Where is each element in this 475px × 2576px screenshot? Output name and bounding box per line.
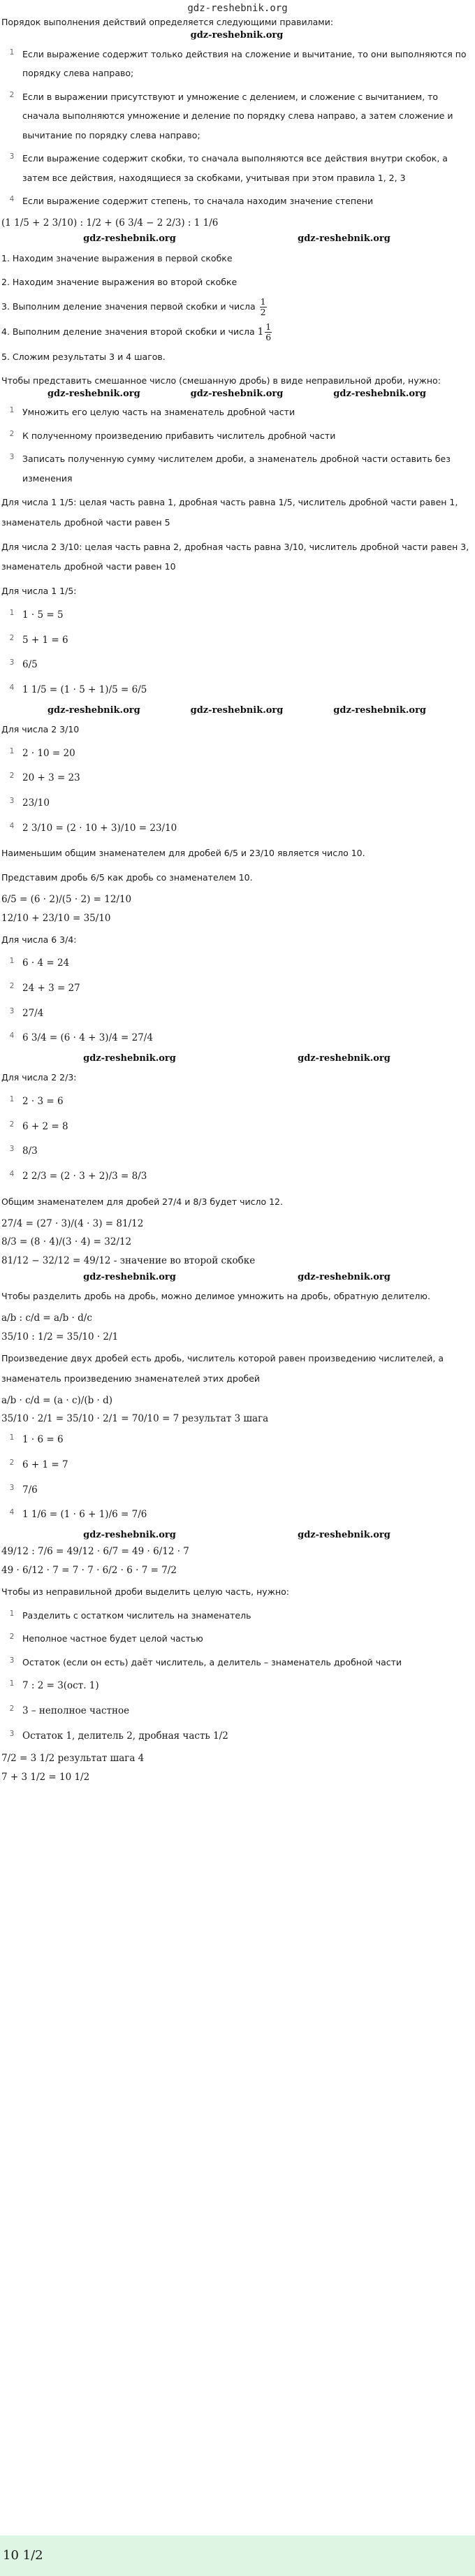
list-item: 3 Если выражение содержит скобки, то сначала выполняются все действия внутри скобок, а затем все действия, находящиеся за скобками, учитывая при этом правила 1, 2, 3 [9,152,448,183]
list-item: 3 8/3 [9,1145,38,1157]
section-label: Для числа 6 3/4: [1,934,77,945]
plan-step: 2. Находим значение выражения во второй скобке [1,277,238,288]
list-item: 1 2 · 3 = 6 [9,1095,64,1108]
watermark: gdz-reshebnik.org [333,704,427,716]
list-item: 4 1 1/6 = (1 · 6 + 1)/6 = 7/6 [9,1508,147,1521]
list-item: 2 6 + 1 = 7 [9,1459,68,1471]
mixed-intro: Чтобы представить смешанное число (смешанную дробь) в виде неправильной дроби, нужно: [1,375,441,386]
list-item: 2 Если в выражении присутствуют и умножение с делением, и сложение с вычитанием, то сначала выполняются умножение и деление по порядку слева направо, а затем сложение и вычитание по порядку слева направо; [9,90,453,140]
steps-list [1,1090,472,1190]
list-item: 1 7 : 2 = 3(ост. 1) [9,1679,99,1692]
steps-list [1,1428,472,1528]
mixed-rules-list [1,401,472,491]
list-item: 3 7/6 [9,1483,38,1496]
watermark: gdz-reshebnik.org [298,233,390,245]
list-item: 1 1 · 6 = 6 [9,1433,64,1446]
site-title[interactable]: gdz-reshebnik.org [187,3,288,14]
result-step-4: 7/2 = 3 1/2 результат шага 4 [1,1753,145,1765]
list-item: 2 К полученному произведению прибавить числитель дробной части [9,429,336,441]
watermark-row [1,29,472,43]
division-calc: 49/12 : 7/6 = 49/12 · 6/7 = 49 · 6/12 · 7 [1,1546,189,1558]
list-item: 2 20 + 3 = 23 [9,772,80,784]
watermark: gdz-reshebnik.org [190,389,284,399]
watermark: gdz-reshebnik.org [83,233,176,245]
list-item: 3 6/5 [9,658,38,671]
calc-line: 81/12 − 32/12 = 49/12 - значение во второй скобке [1,1255,256,1267]
list-item: 4 2 2/3 = (2 · 3 + 2)/3 = 8/3 [9,1170,147,1182]
plan-step: 1. Находим значение выражения в первой скобке [1,252,233,263]
list-item: 3 23/10 [9,796,50,809]
multiplication-rule: a/b · c/d = (a · c)/(b · d) [1,1394,113,1406]
final-answer [0,2535,475,2576]
multiplication-calc: 35/10 · 2/1 = 35/10 · 2/1 = 70/10 = 7 результат 3 шага [1,1413,269,1425]
watermark: gdz-reshebnik.org [47,389,140,399]
watermark: gdz-reshebnik.org [298,1053,390,1064]
represent-text: Представим дробь 6/5 как дробь со знаменателем 10. [1,872,253,883]
division-rule: a/b : c/d = a/b · d/c [1,1312,92,1324]
watermark: gdz-reshebnik.org [190,704,284,716]
watermark: gdz-reshebnik.org [298,1530,390,1541]
section-label: Для числа 2 2/3: [1,1072,77,1083]
final-sum: 7 + 3 1/2 = 10 1/2 [1,1772,90,1783]
lcd-text: Наименьшим общим знаменателем для дробей 6/5 и 23/10 является число 10. [1,848,365,859]
multiplication-intro: Произведение двух дробей есть дробь, числитель которой равен произведению числителей, а знаменатель произведению знаменателей этих дробей [1,1353,444,1384]
expression: (1 1/5 + 2 3/10) : 1/2 + (6 3/4 − 2 2/3) : 1 1/6 [1,217,219,229]
rules-intro: Порядок выполнения действий определяется следующими правилами: [1,17,334,27]
plan-step: 3. Выполним деление значения первой скобки и числа $\frac{1}{2}$ [1,296,266,318]
list-item: 1 Умножить его целую часть на знаменатель дробной части [9,406,295,418]
steps-list [1,742,472,842]
list-item: 4 6 3/4 = (6 · 4 + 3)/4 = 27/4 [9,1032,153,1044]
watermark: gdz-reshebnik.org [83,1530,176,1541]
list-item: 1 1 · 5 = 5 [9,608,64,621]
list-item: 2 5 + 1 = 6 [9,633,68,646]
watermark: gdz-reshebnik.org [83,1053,176,1064]
mixed-detail: Для числа 2 3/10: целая часть равна 2, дробная часть равна 3/10, числитель дробной части равен 3, знаменатель дробной части равен 10 [1,541,469,572]
watermark: gdz-reshebnik.org [333,389,427,399]
list-item: 3 Записать полученную сумму числителем дроби, а знаменатель дробной части оставить без изменения [9,453,451,484]
mixed-detail: Для числа 1 1/5: целая часть равна 1, дробная часть равна 1/5, числитель дробной части равен 1, знаменатель дробной части равен 5 [1,497,458,528]
watermark: gdz-reshebnik.org [83,1272,176,1283]
division-calc: 49 · 6/12 · 7 = 7 · 7 · 6/2 · 6 · 7 = 7/2 [1,1565,177,1577]
section-label: Для числа 1 1/5: [1,586,77,597]
list-item: 2 Неполное частное будет целой частью [9,1633,203,1644]
watermark: gdz-reshebnik.org [47,704,140,716]
calc-line: 8/3 = (8 · 4)/(3 · 4) = 32/12 [1,1236,132,1248]
list-item: 3 Остаток (если он есть) даёт числитель, а делитель – знаменатель дробной части [9,1656,402,1667]
plan-step: 4. Выполним деление значения второй скобки и числа 1 $\frac{1}{6}$ [1,321,272,342]
list-item: 2 3 – неполное частное [9,1705,130,1717]
list-item: 4 2 3/10 = (2 · 10 + 3)/10 = 23/10 [9,821,177,834]
list-item: 4 Если выражение содержит степень, то сначала находим значение степени [9,195,374,207]
list-item: 1 6 · 4 = 24 [9,957,70,969]
list-item: 2 6 + 2 = 8 [9,1120,68,1132]
list-item: 1 Если выражение содержит только действия на сложение и вычитание, то они выполняются по порядку слева направо; [9,48,467,79]
list-item: 3 27/4 [9,1006,44,1019]
steps-list [1,604,472,704]
rules-list [1,43,472,214]
improper-rules-list [1,1605,472,1675]
list-item: 4 1 1/5 = (1 · 5 + 1)/5 = 6/5 [9,683,147,695]
list-item: 1 2 · 10 = 20 [9,746,75,759]
list-item: 1 Разделить с остатком числитель на знаменатель [9,1609,251,1621]
division-calc: 35/10 : 1/2 = 35/10 · 2/1 [1,1331,119,1343]
lcd-text: Общим знаменателем для дробей 27/4 и 8/3 будет число 12. [1,1196,283,1207]
steps-list [1,952,472,1052]
section-label: Для числа 2 3/10 [1,723,80,735]
final-answer-value: 10 1/2 [3,2548,43,2563]
steps-list [1,1674,472,1749]
division-intro: Чтобы разделить дробь на дробь, можно делимое умножить на дробь, обратную делителю. [1,1291,430,1302]
solution-content [0,15,475,1787]
list-item: 3 Остаток 1, делитель 2, дробная часть 1/2 [9,1729,228,1742]
watermark: gdz-reshebnik.org [298,1272,390,1283]
calc-line: 12/10 + 23/10 = 35/10 [1,912,111,924]
plan-step: 5. Сложим результаты 3 и 4 шагов. [1,351,166,362]
improper-intro: Чтобы из неправильной дроби выделить целую часть, нужно: [1,1586,289,1598]
watermark: gdz-reshebnik.org [190,30,284,41]
calc-line: 27/4 = (27 · 3)/(4 · 3) = 81/12 [1,1217,144,1229]
list-item: 2 24 + 3 = 27 [9,982,80,994]
calc-line: 6/5 = (6 · 2)/(5 · 2) = 12/10 [1,893,132,905]
